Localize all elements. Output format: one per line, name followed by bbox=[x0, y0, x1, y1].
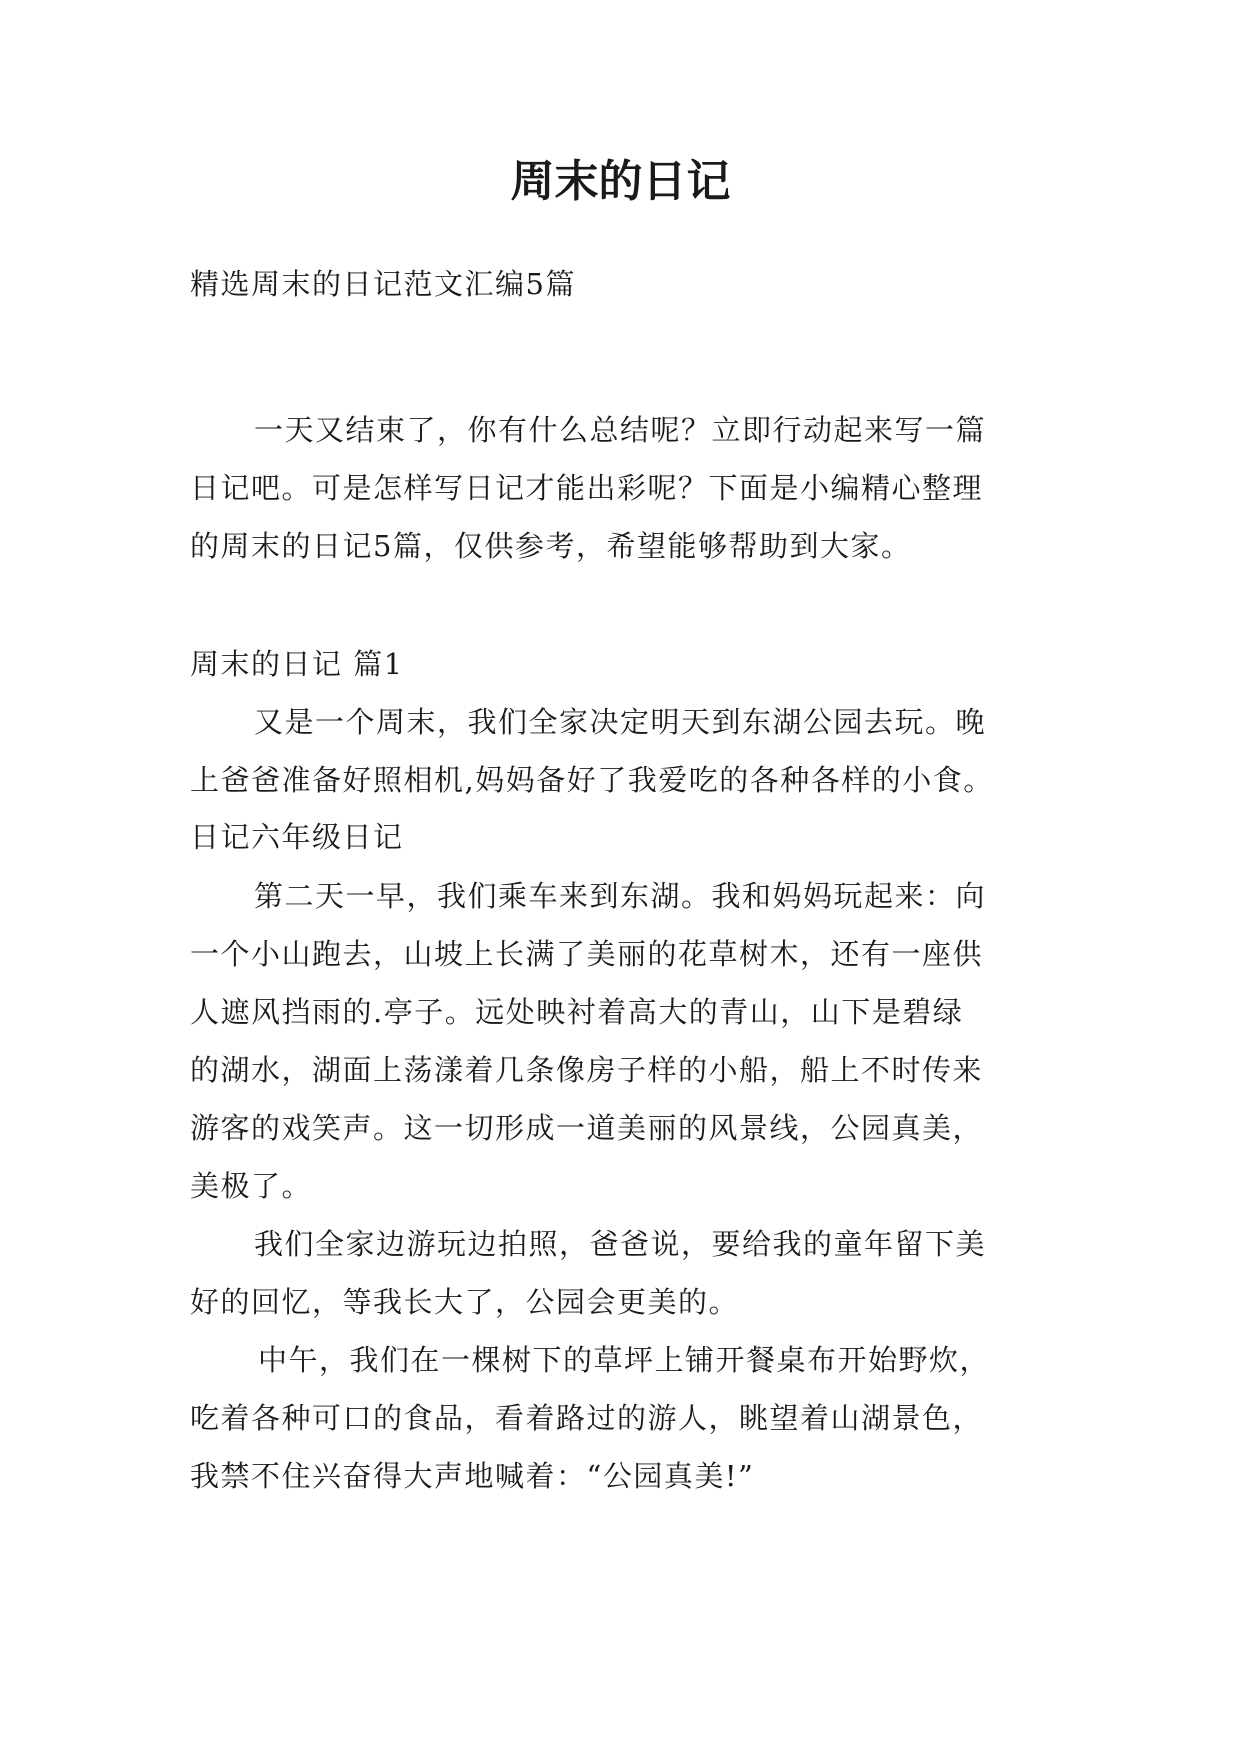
paragraph-3-line-1: 我们全家边游玩边拍照，爸爸说，要给我的童年留下美 bbox=[254, 1227, 987, 1261]
paragraph-2-line-2: 一个小山跑去，山坡上长满了美丽的花草树木，还有一座供 bbox=[190, 937, 984, 971]
paragraph-1-line-2: 上爸爸准备好照相机,妈妈备好了我爱吃的各种各样的小食。 bbox=[190, 763, 994, 797]
section-heading: 周末的日记 篇1 bbox=[190, 647, 404, 681]
intro-line-1: 一天又结束了，你有什么总结呢？立即行动起来写一篇 bbox=[254, 413, 987, 447]
paragraph-4-line-2: 吃着各种可口的食品，看着路过的游人，眺望着山湖景色， bbox=[190, 1401, 984, 1435]
paragraph-2-line-5: 游客的戏笑声。这一切形成一道美丽的风景线，公园真美， bbox=[190, 1111, 984, 1145]
document-title: 周末的日记 bbox=[510, 156, 731, 207]
paragraph-2-line-4: 的湖水，湖面上荡漾着几条像房子样的小船，船上不时传来 bbox=[190, 1053, 984, 1087]
paragraph-3-line-2: 好的回忆，等我长大了，公园会更美的。 bbox=[190, 1285, 740, 1319]
document-subtitle: 精选周末的日记范文汇编5篇 bbox=[190, 267, 576, 301]
intro-line-2: 日记吧。可是怎样写日记才能出彩呢？下面是小编精心整理 bbox=[190, 471, 984, 505]
intro-line-3: 的周末的日记5篇，仅供参考，希望能够帮助到大家。 bbox=[190, 529, 912, 563]
paragraph-1-line-1: 又是一个周末，我们全家决定明天到东湖公园去玩。晚 bbox=[254, 705, 987, 739]
paragraph-4-line-1: 中午，我们在一棵树下的草坪上铺开餐桌布开始野炊， bbox=[258, 1343, 991, 1377]
paragraph-2-line-6: 美极了。 bbox=[190, 1169, 313, 1203]
paragraph-2-line-3: 人遮风挡雨的.亭子。远处映衬着高大的青山，山下是碧绿 bbox=[190, 995, 964, 1029]
paragraph-2-line-1: 第二天一早，我们乘车来到东湖。我和妈妈玩起来：向 bbox=[254, 879, 987, 913]
paragraph-4-line-3: 我禁不住兴奋得大声地喊着：“公园真美!” bbox=[190, 1459, 755, 1493]
paragraph-1-line-3: 日记六年级日记 bbox=[190, 820, 404, 854]
